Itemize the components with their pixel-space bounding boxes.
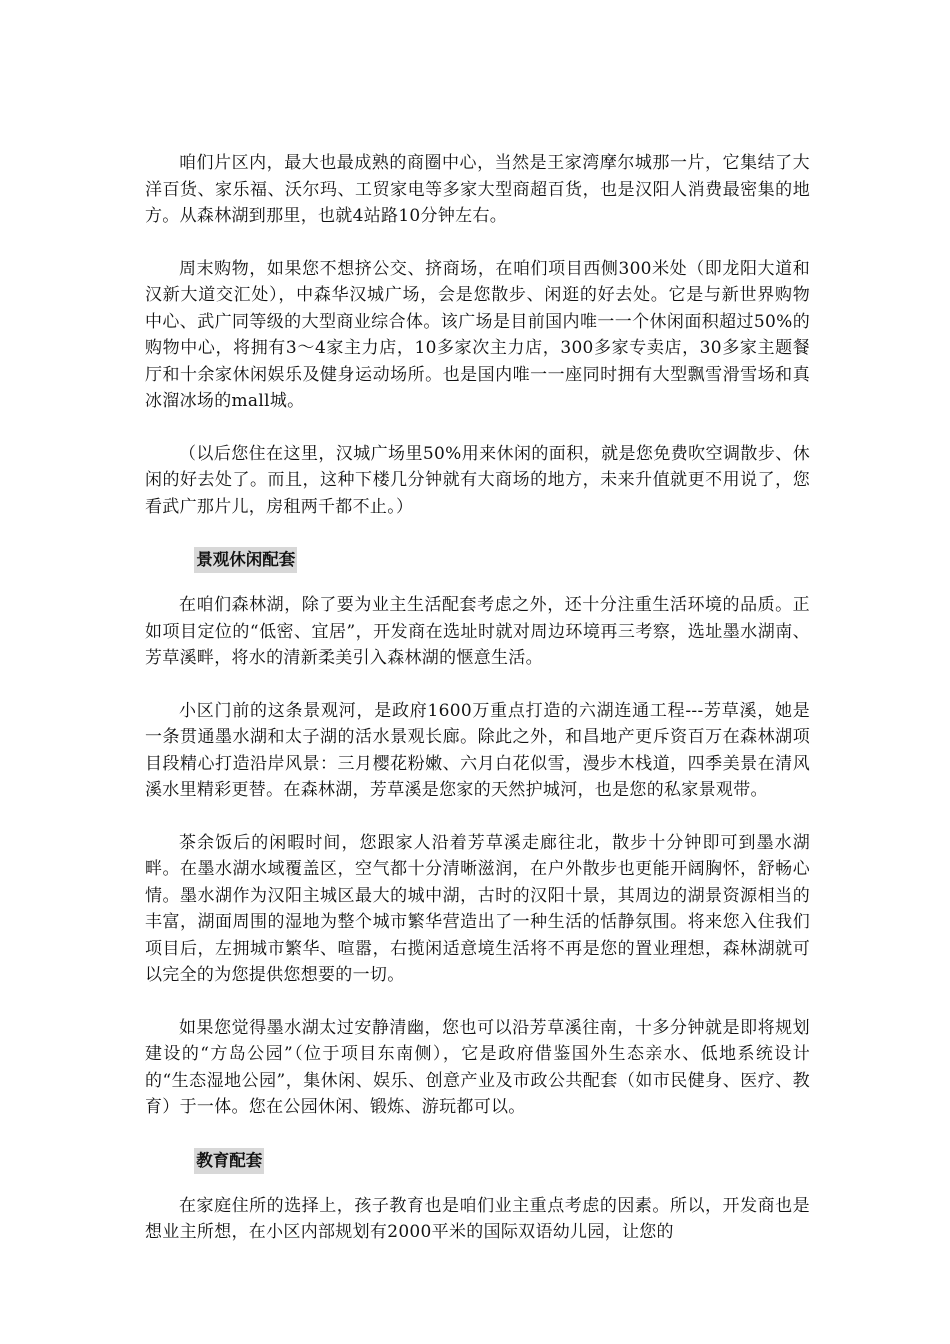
paragraph-landscape-river: 小区门前的这条景观河，是政府1600万重点打造的六湖连通工程---芳草溪，她是一条贯通墨水湖和太子湖的活水景观长廊。除此之外，和昌地产更斥资百万在森林湖项目段精心打造沿岸风景：三月樱花粉嫩、六月白花似雪，漫步木栈道，四季美景在清风溪水里精彩更替。在森林湖，芳草溪是您家的天然护城河，也是您的私家景观带。 [145, 700, 810, 800]
document-body [145, 150, 810, 1272]
section-heading-landscape-label: 景观休闲配套 [194, 547, 297, 573]
paragraph-fangdao-park: 如果您觉得墨水湖太过安静清幽，您也可以沿芳草溪往南，十多分钟就是即将规划建设的“方岛公园”（位于项目东南侧），它是政府借鉴国外生态亲水、低地系统设计的“生态湿地公园”，集休闲、娱乐、创意产业及市政公共配套（如市民健身、医疗、教育）于一体。您在公园休闲、锻炼、游玩都可以。 [145, 1017, 810, 1117]
paragraph-weekend-shopping: 周末购物，如果您不想挤公交、挤商场，在咱们项目西侧300米处（即龙阳大道和汉新大道交汇处），中森华汉城广场，会是您散步、闲逛的好去处。它是与新世界购物中心、武广同等级的大型商业综合体。该广场是目前国内唯一一个休闲面积超过50%的购物中心，将拥有3～4家主力店，10多家次主力店，300多家专卖店，30多家主题餐厅和十余家休闲娱乐及健身运动场所。也是国内唯一一座同时拥有大型飘雪滑雪场和真冰溜冰场的mall城。 [145, 258, 810, 411]
paragraph-living-environment: 在咱们森林湖，除了要为业主生活配套考虑之外，还十分注重生活环境的品质。正如项目定位的“低密、宜居”，开发商在选址时就对周边环境再三考察，选址墨水湖南、芳草溪畔，将水的清新柔美引入森林湖的惬意生活。 [145, 595, 810, 668]
section-heading-landscape [145, 546, 810, 574]
paragraph-education: 在家庭住所的选择上，孩子教育也是咱们业主重点考虑的因素。所以，开发商也是想业主所想，在小区内部规划有2000平米的国际双语幼儿园，让您的 [145, 1195, 810, 1242]
section-heading-education [145, 1147, 810, 1175]
section-heading-education-label: 教育配套 [194, 1148, 264, 1174]
paragraph-future-value-note: （以后您住在这里，汉城广场里50%用来休闲的面积，就是您免费吹空调散步、休闲的好去处了。而且，这种下楼几分钟就有大商场的地方，未来升值就更不用说了，您看武广那片儿，房租两千都不止。） [145, 443, 810, 517]
paragraph-moshui-lake: 茶余饭后的闲暇时间，您跟家人沿着芳草溪走廊往北，散步十分钟即可到墨水湖畔。在墨水湖水域覆盖区，空气都十分清晰滋润，在户外散步也更能开阔胸怀，舒畅心情。墨水湖作为汉阳主城区最大的城中湖，古时的汉阳十景，其周边的湖景资源相当的丰富，湖面周围的湿地为整个城市繁华营造出了一种生活的恬静氛围。将来您入住我们项目后，左拥城市繁华、喧嚣，右揽闲适意境生活将不再是您的置业理想，森林湖就可以完全的为您提供您想要的一切。 [145, 832, 810, 985]
paragraph-shopping-center: 咱们片区内，最大也最成熟的商圈中心，当然是王家湾摩尔城那一片，它集结了大洋百货、家乐福、沃尔玛、工贸家电等多家大型商超百货，也是汉阳人消费最密集的地方。从森林湖到那里，也就4站路10分钟左右。 [145, 153, 810, 226]
